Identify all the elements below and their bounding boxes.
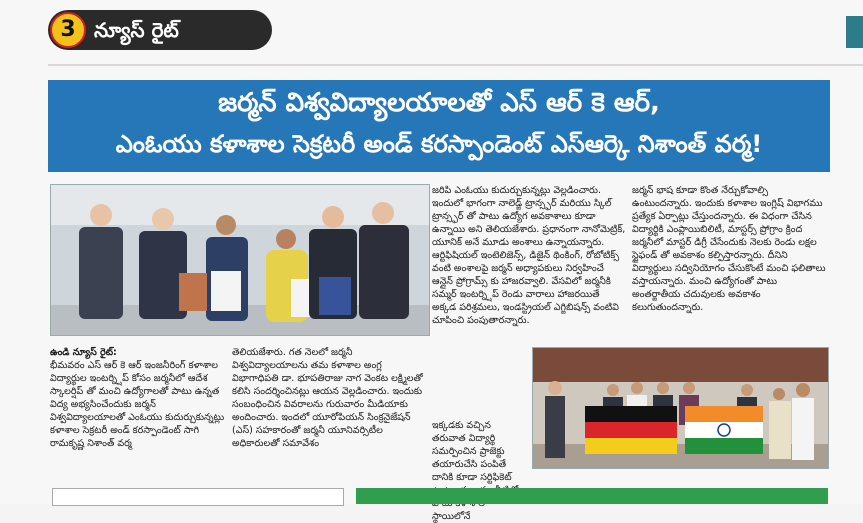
article-text-1: భీమవరం ఎస్ ఆర్ కె ఆర్ ఇంజనీరింగ్ కళాశాల విద్యార్థుల ఇంటర్న్షిప్ కోసం జర్మనీలో ఆదేశ స్కాలర్షిప్ తో మంచి ఉద్యోగాలతో పాటు ఉన్నత విద్య అభ్యసించేందుకు జర్మన్ విశ్వవిద్యాలయాలతో ఎంఓయు కుదుర్చుకున్నట్లు కళాశాల సెక్రటరీ అండ్ కరస్పాండెంట్ సాగి రామకృష్ణ నిశాంత్ వర్మ xyxy=(50,360,225,449)
headline-line-2: ఎంఓయు కళాశాల సెక్రటరీ అండ్ కరస్పాండెంట్ ఎస్ఆర్కె నిశాంత్ వర్మ! xyxy=(115,130,763,158)
article-column-5 xyxy=(632,184,827,314)
article-column-4 xyxy=(432,419,524,523)
article-text-2: తెలియజేశారు. గత నెలలో జర్మనీ విశ్వవిద్యాలయాలను తమ కళాశాల అంగ్ల విభాగాధిపతి డా. భూపతిరాజు నాగ వెంకట లక్ష్మిలతో కలిసి సందర్శించినట్లు ఆయన వెల్లడించారు. ఇందుకు సంబంధించిన వివరాలను గురువారం మీడియాకు అందించారు. ఇందలో యూరోపియన్ సింక్రనైజేషన్ (ఎస్) సహకారంతో జర్మనీ యూనివర్సిటీల అధికారులతో సమావేశం xyxy=(232,347,423,449)
masthead-title: న్యూస్ రైట్ xyxy=(94,18,179,42)
article-text-3: జరిపి ఎంఓయు కుదుర్చుకున్నట్లు వెల్లడించారు. ఇందులో భాగంగా నాలెడ్జ్ ట్రాన్స్ఫర్ మరియు స్కిల్ ట్రాన్స్ఫర్ తో పాటు ఉద్యోగ అవకాశాలు కూడా ఉన్నాయి అని తెలియజేశారు. ప్రధానంగా నానోమెట్రిక్, యూనిక్ అనే మూడు అంశాలు ఉన్నాయన్నారు. ఆర్టిఫిషియల్ ఇంటెలిజెన్స్, డిజైన్ థింకింగ్, రోబోటిక్స్ వంటి అంశాలపై జర్మన్ అధ్యాపకులు నిర్వహించే ఆన్లైన్ ప్రోగ్రామ్స్ కు హాజరవ్వాలి. వేసవిలో జర్మనీకి సమ్మర్ ఇంటర్న్షిప్ రెండు వారాలు హాజరయితే అక్కడ పరిశ్రమలు, ఇండస్ట్రియల్ ఎగ్జిబిషన్స్ వంటివి చూపించి పంపుతారన్నారు. xyxy=(432,185,626,326)
article-text-5: జర్మన్ భాష కూడా కొంత నేర్చుకోవాల్సి ఉంటుందన్నారు. ఇందుకు కళాశాల ఇంగ్లిష్ విభాగము ప్రత్యేక ఏర్పాట్లు చేస్తుందన్నారు. ఈ విధంగా చేసిన విద్యార్థికి ఎంప్లాయిబిలిటీ, మాస్టర్స్ ప్రోగ్రాం క్రింద జర్మనీలో మాస్టర్ డిగ్రీ చేసేందుకు నెలకు రెండు లక్షల స్టైఫండ్ తో అవకాశం కల్పిస్తారన్నారు. దీనిని విద్యార్థులు సద్వినియోగం చేసుకొంటే మంచి ఫలితాలు వస్తాయన్నారు. మంచి ఉద్యోగంతో పాటు అంతర్జాతీయ చదువులకు అవకాశం కలుగుతుందన్నారు. xyxy=(632,185,826,313)
article-column-3 xyxy=(432,184,626,327)
mou-group-photo xyxy=(50,184,430,336)
next-article-green-bar xyxy=(356,488,828,504)
masthead-number-badge: 3 xyxy=(50,12,86,48)
article-column-1 xyxy=(50,346,226,450)
flags-group-illustration xyxy=(533,348,828,468)
article-column-2 xyxy=(232,346,424,450)
article-byline: ఉండి న్యూస్ రైట్: xyxy=(50,347,117,358)
top-divider xyxy=(48,64,863,66)
article-text-4: ఇక్కడకు వచ్చిన తరువాత విద్యార్థి సమర్పించిన ప్రాజెక్టు తయారుచేసి పంపితే దానికి కూడా సర్టిఫికెట్ స్థాయిలోనే xyxy=(432,420,512,522)
next-article-box xyxy=(52,488,344,506)
mou-group-illustration xyxy=(51,185,429,335)
corner-accent xyxy=(846,16,863,48)
flags-group-photo xyxy=(532,347,829,469)
headline-box xyxy=(48,80,830,172)
headline-line-1: జర్మన్ విశ్వవిద్యాలయాలతో ఎస్ ఆర్ కె ఆర్, xyxy=(218,88,660,118)
